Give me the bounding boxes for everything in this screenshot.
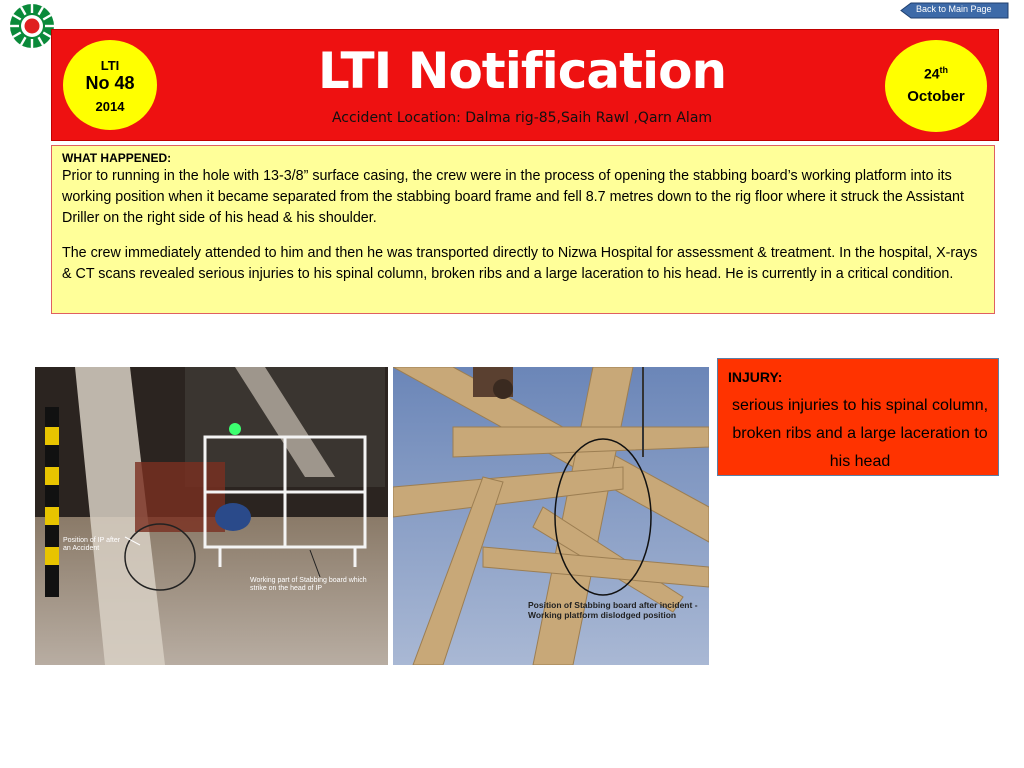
header-banner xyxy=(51,29,999,141)
what-happened-panel xyxy=(51,145,995,314)
what-happened-heading: WHAT HAPPENED: xyxy=(62,151,172,165)
what-happened-paragraph-1: Prior to running in the hole with 13-3/8” surface casing, the crew were in the process of opening the stabbing board’s working platform into its working position when it became separated from the stabbing board frame and fell 8.7 metres down to the rig floor where it struck the Assistant Driller on the right side of his head & his shoulder. xyxy=(62,168,964,226)
back-button-label: Back to Main Page xyxy=(916,4,992,14)
lti-number: No 48 xyxy=(85,73,135,93)
date-month: October xyxy=(907,88,965,105)
date-suffix: th xyxy=(939,65,949,75)
rig-floor-photo xyxy=(35,367,388,665)
back-to-main-page-button[interactable] xyxy=(900,2,1010,19)
injury-panel xyxy=(717,358,999,476)
injury-description: serious injuries to his spinal column, broken ribs and a large laceration to his head xyxy=(731,397,989,470)
injury-heading: INJURY: xyxy=(728,369,783,385)
lti-number-badge xyxy=(63,40,157,130)
derrick-photo xyxy=(393,367,709,665)
photo-2-label-stabbing-board: Position of Stabbing board after incident - Working platform dislodged position xyxy=(528,600,698,620)
photo-1-label-working-part: Working part of Stabbing board which strike on the head of IP xyxy=(250,577,367,592)
accident-location: Accident Location: Dalma rig-85,Saih Rawl ,Qarn Alam xyxy=(331,110,713,126)
what-happened-paragraph-2: The crew immediately attended to him and then he was transported directly to Nizwa Hospital for assessment & treatment. In the hospital, X-rays & CT scans revealed serious injuries to his spinal column, broken ribs and a large laceration to his head. He is currently in a critical condition. xyxy=(62,245,978,282)
date-badge xyxy=(885,40,987,132)
date-day-line xyxy=(885,65,987,82)
date-day: 24 xyxy=(923,65,940,82)
lti-label: LTI xyxy=(100,58,120,73)
page-title: LTI Notification xyxy=(317,42,727,100)
lti-year: 2014 xyxy=(95,99,125,114)
photo-1-label-ip-position: Position of IP after an Accident xyxy=(63,537,121,552)
